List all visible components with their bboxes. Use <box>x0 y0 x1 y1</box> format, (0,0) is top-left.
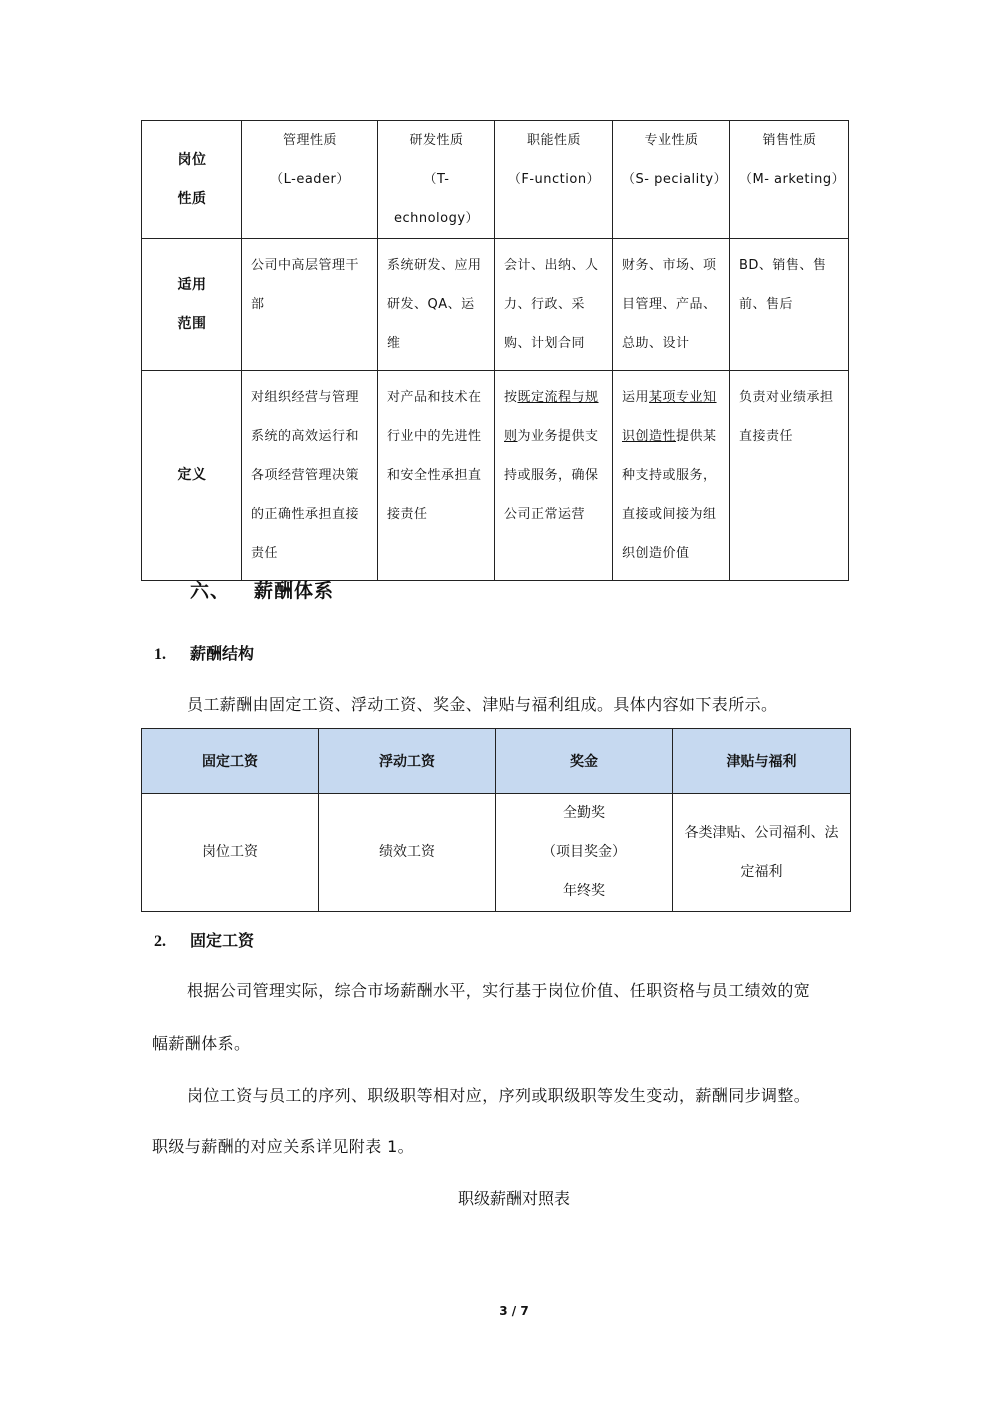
header-floating-salary: 浮动工资 <box>319 729 496 794</box>
subsection-heading-2 <box>154 928 254 951</box>
section-number: 六、 <box>190 580 231 602</box>
scope-cell: 系统研发、应用研发、QA、运维 <box>378 239 495 371</box>
table-caption: 职级薪酬对照表 <box>457 1189 570 1208</box>
allowance-line: 定福利 <box>740 863 783 880</box>
text-segment: 运用 <box>622 390 650 405</box>
section-heading <box>190 576 334 603</box>
definition-cell: 负责对业绩承担直接责任 <box>730 371 849 581</box>
cell-bonus <box>496 794 673 912</box>
text-segment: 提供某种支持或服务，直接或间接为组织创造价值 <box>622 429 717 561</box>
table-header-row <box>142 729 851 794</box>
header-cell-speciality <box>613 121 730 239</box>
salary-structure-table <box>141 728 851 912</box>
header-bonus: 奖金 <box>496 729 673 794</box>
subsection-number: 2. <box>154 933 166 950</box>
scope-cell: 财务、市场、项目管理、产品、总助、设计 <box>613 239 730 371</box>
col-name: 研发性质 <box>409 133 464 148</box>
paragraph-line: 岗位工资与员工的序列、职级职等相对应，序列或职级职等发生变动，薪酬同步调整。 <box>187 1086 811 1105</box>
page-number: 3 / 7 <box>499 1304 529 1318</box>
subsection-heading-1 <box>154 641 254 664</box>
col-name: 销售性质 <box>762 133 817 148</box>
scope-row <box>142 239 849 371</box>
bonus-line: （项目奖金） <box>542 844 626 860</box>
underlined-text: 某项专业知识创造性 <box>622 390 717 444</box>
col-code: （T-echnology） <box>393 172 480 226</box>
col-code: （L-eader） <box>270 172 350 187</box>
header-label-line2: 性质 <box>177 190 207 207</box>
header-label-cell <box>142 121 242 239</box>
scope-label-cell <box>142 239 242 371</box>
definition-cell <box>495 371 613 581</box>
underlined-text: 既定流程与规则 <box>504 390 599 444</box>
text-segment: 按 <box>504 390 518 405</box>
subsection-number: 1. <box>154 646 166 663</box>
definition-label-cell: 定义 <box>142 371 242 581</box>
cell-floating-salary: 绩效工资 <box>319 794 496 912</box>
paragraph-line: 根据公司管理实际，综合市场薪酬水平，实行基于岗位价值、任职资格与员工绩效的宽 <box>187 981 811 1000</box>
scope-label-line1: 适用 <box>177 276 207 293</box>
header-cell-marketing <box>730 121 849 239</box>
text-segment: 为业务提供支持或服务，确保公司正常运营 <box>504 429 599 522</box>
col-name: 管理性质 <box>282 133 337 148</box>
cell-allowance <box>673 794 851 912</box>
col-code: （S- peciality） <box>622 172 728 187</box>
section-title: 薪酬体系 <box>254 580 335 602</box>
definition-cell: 对组织经营与管理系统的高效运行和各项经营管理决策的正确性承担直接责任 <box>242 371 378 581</box>
header-cell-technology <box>378 121 495 239</box>
col-code: （F-unction） <box>507 172 601 187</box>
bonus-line: 年终奖 <box>563 883 605 899</box>
table-header-row <box>142 121 849 239</box>
scope-cell: 公司中高层管理干部 <box>242 239 378 371</box>
header-cell-function <box>495 121 613 239</box>
header-fixed-salary: 固定工资 <box>142 729 319 794</box>
header-cell-management <box>242 121 378 239</box>
subsection-title: 薪酬结构 <box>190 644 255 663</box>
definition-cell: 对产品和技术在行业中的先进性和安全性承担直接责任 <box>378 371 495 581</box>
header-label-line1: 岗位 <box>177 151 207 168</box>
table-row <box>142 794 851 912</box>
paragraph-line: 职级与薪酬的对应关系详见附表 1。 <box>152 1137 415 1156</box>
scope-cell: BD、销售、售前、售后 <box>730 239 849 371</box>
paragraph-line: 幅薪酬体系。 <box>152 1034 251 1053</box>
col-name: 职能性质 <box>526 133 581 148</box>
scope-cell: 会计、出纳、人力、行政、采购、计划合同 <box>495 239 613 371</box>
header-allowance: 津贴与福利 <box>673 729 851 794</box>
position-nature-table <box>141 120 849 581</box>
col-name: 专业性质 <box>644 133 699 148</box>
cell-fixed-salary: 岗位工资 <box>142 794 319 912</box>
definition-row <box>142 371 849 581</box>
col-code: （M- arketing） <box>739 172 846 187</box>
bonus-line: 全勤奖 <box>563 805 605 821</box>
paragraph-salary-structure: 员工薪酬由固定工资、浮动工资、奖金、津贴与福利组成。具体内容如下表所示。 <box>187 695 778 714</box>
scope-label-line2: 范围 <box>177 315 207 332</box>
allowance-line: 各类津贴、公司福利、法 <box>684 824 839 841</box>
subsection-title: 固定工资 <box>190 931 255 950</box>
definition-cell <box>613 371 730 581</box>
